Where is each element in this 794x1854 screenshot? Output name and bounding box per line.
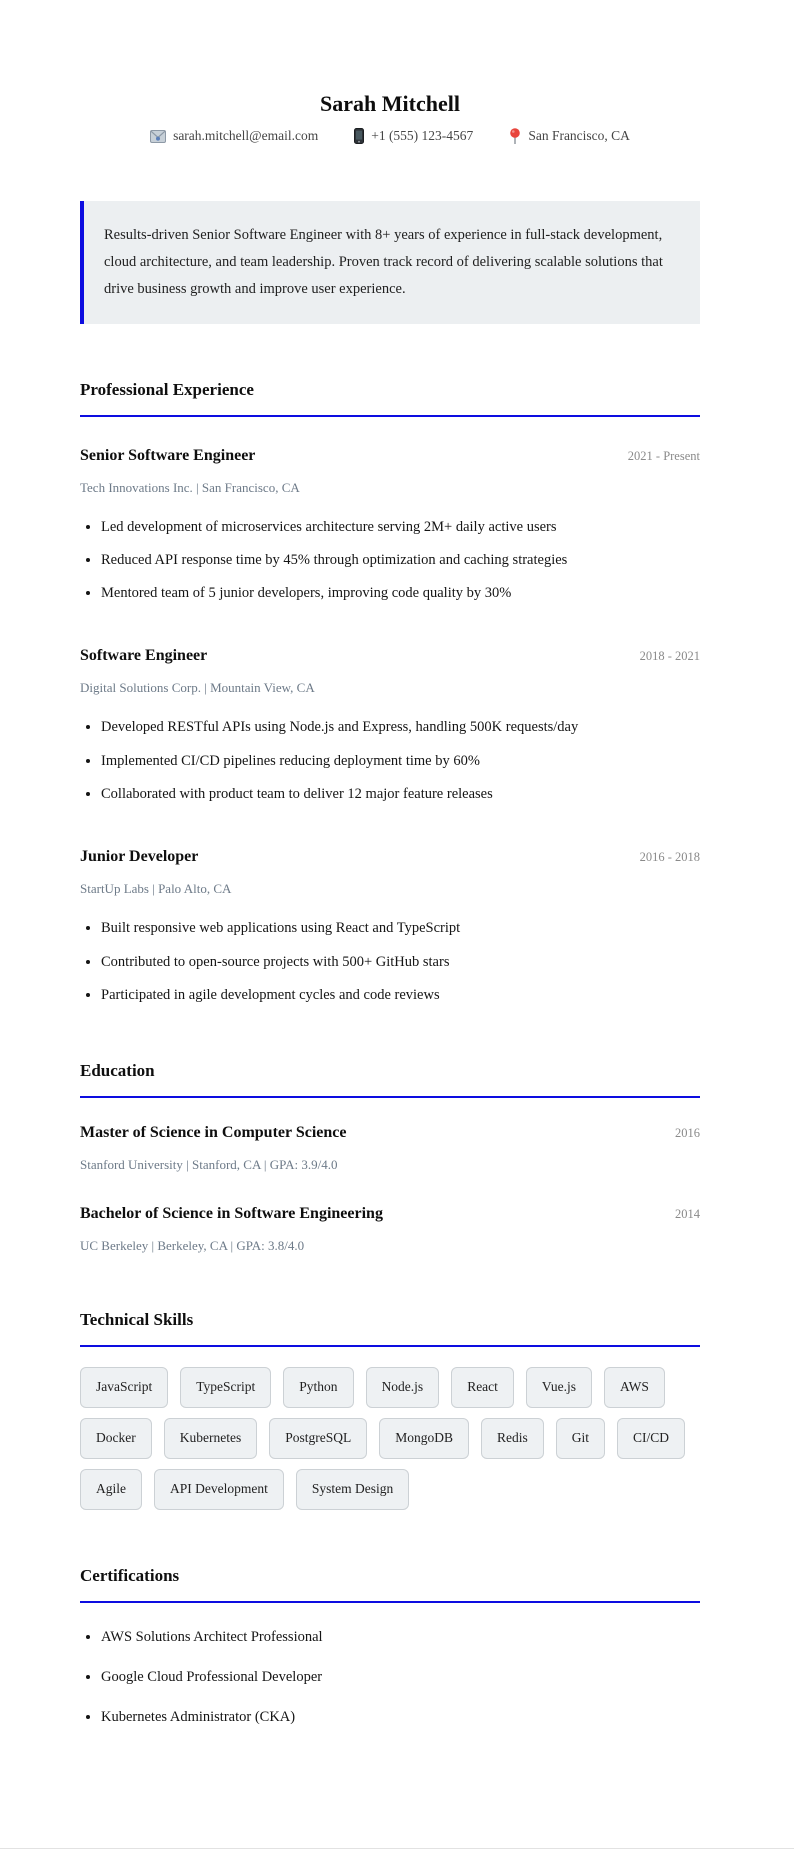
job-entry: [80, 848, 700, 1005]
job-date: 2016 - 2018: [639, 850, 700, 865]
list-item: • Collaborated with product team to deliver 12 major feature releases: [101, 784, 700, 804]
list-item: • Participated in agile development cycles and code reviews: [101, 985, 700, 1005]
degree-title: Master of Science in Computer Science: [80, 1124, 347, 1142]
list-item: • Reduced API response time by 45% through optimization and caching strategies: [101, 550, 700, 570]
skill-chip: System Design: [296, 1469, 409, 1510]
section-title-certifications: Certifications: [80, 1566, 700, 1603]
job-header: [80, 447, 700, 465]
degree-date: 2016: [675, 1126, 700, 1141]
contact-row: [80, 128, 700, 145]
location-icon: [509, 128, 521, 145]
skill-chip: JavaScript: [80, 1367, 168, 1408]
job-header: [80, 647, 700, 665]
list-item: • Built responsive web applications using React and TypeScript: [101, 918, 700, 938]
skill-chip: Python: [283, 1367, 353, 1408]
skill-chip: TypeScript: [180, 1367, 271, 1408]
list-item: • Developed RESTful APIs using Node.js and Express, handling 500K requests/day: [101, 717, 700, 737]
degree-date: 2014: [675, 1207, 700, 1222]
contact-email: [150, 128, 318, 144]
job-title: Software Engineer: [80, 647, 208, 665]
job-entry: [80, 647, 700, 804]
job-header: [80, 848, 700, 866]
job-title: Senior Software Engineer: [80, 446, 256, 464]
job-company: StartUp Labs | Palo Alto, CA: [80, 881, 232, 897]
list-item: • Contributed to open-source projects with 500+ GitHub stars: [101, 952, 700, 972]
skill-chip: PostgreSQL: [269, 1418, 367, 1459]
skill-chip: Node.js: [366, 1367, 440, 1408]
job-bullet-list: [80, 918, 700, 1005]
skill-chip: Git: [556, 1418, 605, 1459]
education-list: [80, 1124, 700, 1254]
summary-text: Results-driven Senior Software Engineer with 8+ years of experience in full-stack development, cloud architecture, and team leadership. Proven track record of delivering scalable solutions that drive business growth and improve user experience.: [104, 226, 663, 297]
skill-chip: Vue.js: [526, 1367, 592, 1408]
list-item: • Google Cloud Professional Developer: [101, 1667, 700, 1687]
list-item: • Mentored team of 5 junior developers, improving code quality by 30%: [101, 583, 700, 603]
degree-entry: [80, 1205, 700, 1254]
list-item: • Kubernetes Administrator (CKA): [101, 1707, 700, 1727]
skill-chip: AWS: [604, 1367, 665, 1408]
skill-chip: API Development: [154, 1469, 284, 1510]
certifications-list: [80, 1627, 700, 1728]
summary-box: [80, 201, 700, 324]
section-title-skills: Technical Skills: [80, 1310, 700, 1347]
skill-chip: MongoDB: [379, 1418, 469, 1459]
skill-chip: Docker: [80, 1418, 152, 1459]
job-company: Tech Innovations Inc. | San Francisco, CA: [80, 479, 300, 495]
skill-chip: Kubernetes: [164, 1418, 257, 1459]
name-heading: Sarah Mitchell: [320, 91, 460, 116]
skills-list: [80, 1367, 700, 1510]
skill-chip: React: [451, 1367, 514, 1408]
contact-location: [509, 128, 630, 145]
skill-chip: Redis: [481, 1418, 544, 1459]
section-title-education: Education: [80, 1061, 700, 1098]
list-item: • Implemented CI/CD pipelines reducing deployment time by 60%: [101, 751, 700, 771]
contact-phone: [354, 128, 473, 144]
job-title: Junior Developer: [80, 848, 199, 866]
skill-chip: Agile: [80, 1469, 142, 1510]
degree-header: [80, 1124, 700, 1142]
contact-email-text: sarah.mitchell@email.com: [173, 128, 319, 143]
contact-phone-text: +1 (555) 123-4567: [371, 128, 474, 143]
skill-chip: CI/CD: [617, 1418, 685, 1459]
degree-school: Stanford University | Stanford, CA | GPA: 3.9/4.0: [80, 1157, 338, 1173]
job-company: Digital Solutions Corp. | Mountain View, CA: [80, 680, 315, 696]
job-date: 2021 - Present: [627, 448, 700, 463]
phone-icon: [354, 128, 364, 144]
degree-entry: [80, 1124, 700, 1173]
degree-school: UC Berkeley | Berkeley, CA | GPA: 3.8/4.0: [80, 1238, 305, 1254]
degree-header: [80, 1205, 700, 1223]
job-bullet-list: [80, 717, 700, 804]
section-title-experience: Professional Experience: [80, 380, 700, 417]
job-bullet-list: [80, 517, 700, 604]
job-entry: [80, 447, 700, 604]
list-item: • Led development of microservices architecture serving 2M+ daily active users: [101, 517, 700, 537]
list-item: • AWS Solutions Architect Professional: [101, 1627, 700, 1647]
job-date: 2018 - 2021: [639, 649, 700, 664]
contact-location-text: San Francisco, CA: [528, 128, 630, 143]
degree-title: Bachelor of Science in Software Engineering: [80, 1205, 383, 1223]
email-icon: [150, 130, 166, 143]
experience-list: [80, 447, 700, 1006]
